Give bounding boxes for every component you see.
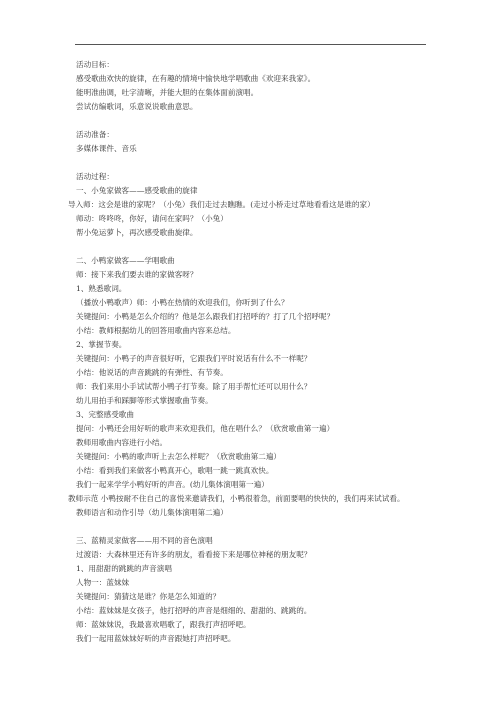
section-line: 小结：教师根据幼儿的回答用歌曲内容来总结。 bbox=[76, 326, 236, 335]
section-title: 二、小鸭家做客——学唱歌曲 bbox=[76, 256, 175, 265]
section-line: 幼儿用拍手和踩脚等形式掌握歌曲节奏。 bbox=[76, 396, 213, 405]
process-heading: 活动过程： bbox=[76, 172, 114, 181]
section-line: （播放小鸭歌声）师：小鸭在热情的欢迎我们，你听到了什么？ bbox=[76, 298, 289, 307]
document-body bbox=[68, 58, 426, 646]
section-line: 关键提问：小鸭的歌声听上去怎么样呢？（欣赏歌曲第二遍） bbox=[76, 452, 282, 461]
goal-line: 感受歌曲欢快的旋律，在有趣的情境中愉快地学唱歌曲《欢迎来我家》。 bbox=[76, 74, 316, 83]
section-line: 教师语言和动作引导（幼儿集体演唱第二遍） bbox=[76, 508, 228, 517]
goal-heading: 活动目标： bbox=[76, 60, 114, 69]
prep-line: 多媒体课件、音乐 bbox=[76, 144, 137, 153]
section-line: 师：蓝妹妹说，我最喜欢唱歌了，跟我打声招呼吧。 bbox=[76, 620, 251, 629]
section-line: 师：我们来用小手试试帮小鸭子打节奏。除了用手帮忙还可以用什么？ bbox=[76, 382, 312, 391]
section-line: 小结：蓝妹妹是女孩子，他打招呼的声音是细细的、甜甜的、跳跳的。 bbox=[76, 606, 312, 615]
section-line: 1、用甜甜的跳跳的声音演唱 bbox=[76, 564, 172, 573]
section-line: 教师用歌曲内容进行小结。 bbox=[76, 438, 168, 447]
section-line: 我们一起用蓝妹妹好听的声音跟她打声招呼吧。 bbox=[76, 634, 236, 643]
section-line: 关键提问：猜猜这是谁？你是怎么知道的？ bbox=[76, 592, 221, 601]
section-line: 我们一起来学学小鸭好听的声音。(幼儿集体演唱第一遍） bbox=[76, 480, 269, 489]
section-line: 关键提问：小鸭是怎么介绍的？他是怎么跟我们打招呼的？打了几个招呼呢？ bbox=[76, 312, 335, 321]
header-rule bbox=[75, 44, 426, 45]
section-line: 1、熟悉歌词。 bbox=[76, 284, 127, 293]
goal-line: 能明准曲调，吐字清晰，并能大胆的在集体面前演唱。 bbox=[76, 88, 259, 97]
section-wrap-line: 教师示范 小鸭按耐不住自己的喜悦来邀请我们，小鸭很着急，前面要唱的快快的，我们再来试试看。 bbox=[68, 494, 405, 503]
section-line: 师动：咚咚咚，你好，请问在家吗？（小兔） bbox=[76, 214, 228, 223]
section-line: 师：接下来我们要去谁的家做客呀？ bbox=[76, 270, 198, 279]
section-line: 3、完整感受歌曲 bbox=[76, 410, 134, 419]
section-title: 一、小兔家做客——感受歌曲的旋律 bbox=[76, 186, 198, 195]
section-line: 过渡语：大森林里还有许多的朋友，看看接下来是哪位神秘的朋友呢？ bbox=[76, 550, 312, 559]
section-title: 三、蓝精灵家做客——用不同的音色演唱 bbox=[76, 536, 213, 545]
prep-heading: 活动准备： bbox=[76, 130, 114, 139]
section-line: 人物一：蓝妹妹 bbox=[76, 578, 130, 587]
goal-line: 尝试仿编歌词，乐意说说歌曲意思。 bbox=[76, 102, 198, 111]
section-line: 小结：看到我们来做客小鸭真开心，歌唱一跳一跳真欢快。 bbox=[76, 466, 274, 475]
section-line: 关键提问：小鸭子的声音很好听，它跟我们平时说话有什么不一样呢？ bbox=[76, 354, 312, 363]
section-line: 2、掌握节奏。 bbox=[76, 340, 127, 349]
section-intro: 导入师：这会是谁的家呢？（小兔）我们走过去瞧瞧。(走过小桥走过草地看看这是谁的家） bbox=[68, 200, 375, 209]
section-line: 提问：小鸭还会用好听的歌声来欢迎我们，他在唱什么？（欣赏歌曲第一遍） bbox=[76, 424, 335, 433]
section-line: 小结：他说话的声音跳跳的有弹性、有节奏。 bbox=[76, 368, 228, 377]
section-line: 帮小兔运萝卜，再次感受歌曲旋律。 bbox=[76, 228, 198, 237]
